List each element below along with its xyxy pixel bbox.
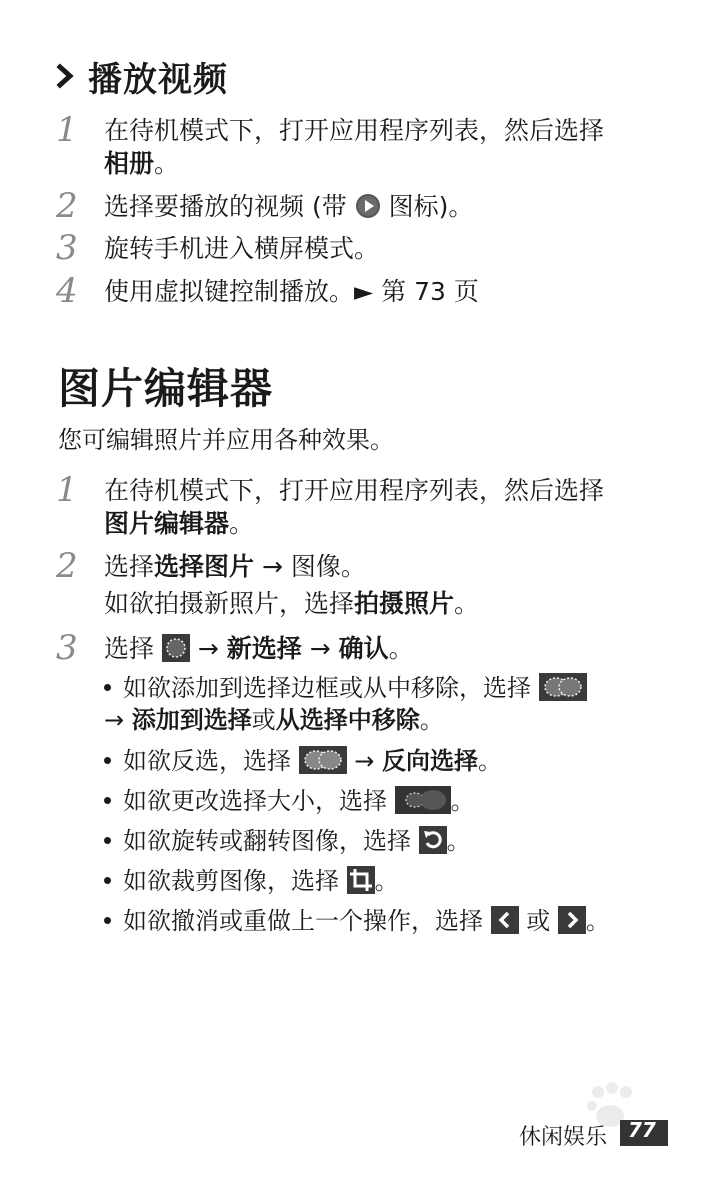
step-number: 1 xyxy=(56,470,78,510)
step-text: 在待机模式下，打开应用程序列表，然后选择 xyxy=(104,116,605,145)
step-item: 1 在待机模式下，打开应用程序列表，然后选择 图片编辑器。 xyxy=(56,470,605,538)
list-item: 如欲撤消或重做上一个操作，选择 或 。 xyxy=(104,905,610,937)
bullet-dot xyxy=(104,757,111,764)
list-item: 如欲旋转或翻转图像，选择 。 xyxy=(104,825,471,857)
option-add-to-selection: 添加到选择 xyxy=(131,706,252,734)
page-title: 图片编辑器 xyxy=(58,364,274,413)
invert-selection-icon xyxy=(299,746,347,774)
chevron-right-icon xyxy=(52,61,82,91)
step-text: 选择要播放的视频 (带 xyxy=(104,192,355,221)
step-number: 4 xyxy=(56,271,78,311)
option-new-selection: 新选择 xyxy=(226,634,302,663)
crop-icon xyxy=(347,866,375,894)
play-icon xyxy=(355,193,381,219)
footer-section-label: 休闲娱乐 xyxy=(519,1125,608,1150)
step-item: 1 在待机模式下，打开应用程序列表，然后选择 相册。 xyxy=(56,110,605,178)
page-number: 77 xyxy=(628,1118,656,1142)
option-select-image: 选择图片 xyxy=(154,552,255,581)
bullet-dot xyxy=(104,877,111,884)
resize-selection-icon xyxy=(395,786,451,814)
list-item: 如欲更改选择大小，选择 。 xyxy=(104,785,475,817)
rotate-icon xyxy=(419,826,447,854)
step-text: 使用虚拟键控制播放。► 第 73 页 xyxy=(104,277,479,306)
menu-item-album: 相册 xyxy=(104,149,155,178)
step-text: 旋转手机进入横屏模式。 xyxy=(104,234,380,263)
add-remove-selection-icon xyxy=(539,673,587,701)
list-item: 如欲裁剪图像，选择 。 xyxy=(104,865,399,897)
redo-icon xyxy=(558,906,586,934)
step-number: 2 xyxy=(56,186,78,226)
menu-item-photo-editor: 图片编辑器 xyxy=(104,509,230,538)
step-item xyxy=(56,228,676,268)
selection-icon xyxy=(162,634,190,662)
bullet-dot xyxy=(104,917,111,924)
step-number: 3 xyxy=(56,628,78,668)
step-item: 2 选择选择图片 → 图像。 如欲拍摄新照片，选择拍摄照片。 xyxy=(56,546,480,618)
step-item: 3 选择 → 新选择 → 确认。 xyxy=(56,628,414,668)
option-remove-from-selection: 从选择中移除 xyxy=(275,706,420,734)
undo-icon xyxy=(491,906,519,934)
list-item: 如欲反选，选择 → 反向选择。 xyxy=(104,745,502,777)
bullet-dot xyxy=(104,684,111,691)
section-intro: 您可编辑照片并应用各种效果。 xyxy=(58,426,394,454)
step-text: 在待机模式下，打开应用程序列表，然后选择 xyxy=(104,476,605,505)
option-take-photo: 拍摄照片 xyxy=(354,589,455,618)
option-confirm: 确认 xyxy=(338,634,389,663)
step-item: 2 选择要播放的视频 (带 图标)。 xyxy=(56,186,474,226)
step-number: 2 xyxy=(56,546,78,586)
step-number: 1 xyxy=(56,110,78,150)
section-title: 播放视频 xyxy=(88,59,228,100)
list-item: 如欲添加到选择边框或从中移除，选择 → 添加到选择或从选择中移除。 xyxy=(104,672,587,736)
step-number: 3 xyxy=(56,228,78,268)
bullet-dot xyxy=(104,837,111,844)
bullet-dot xyxy=(104,797,111,804)
option-invert-selection: 反向选择 xyxy=(382,747,479,775)
step-item xyxy=(56,271,676,311)
section-heading xyxy=(52,52,228,100)
